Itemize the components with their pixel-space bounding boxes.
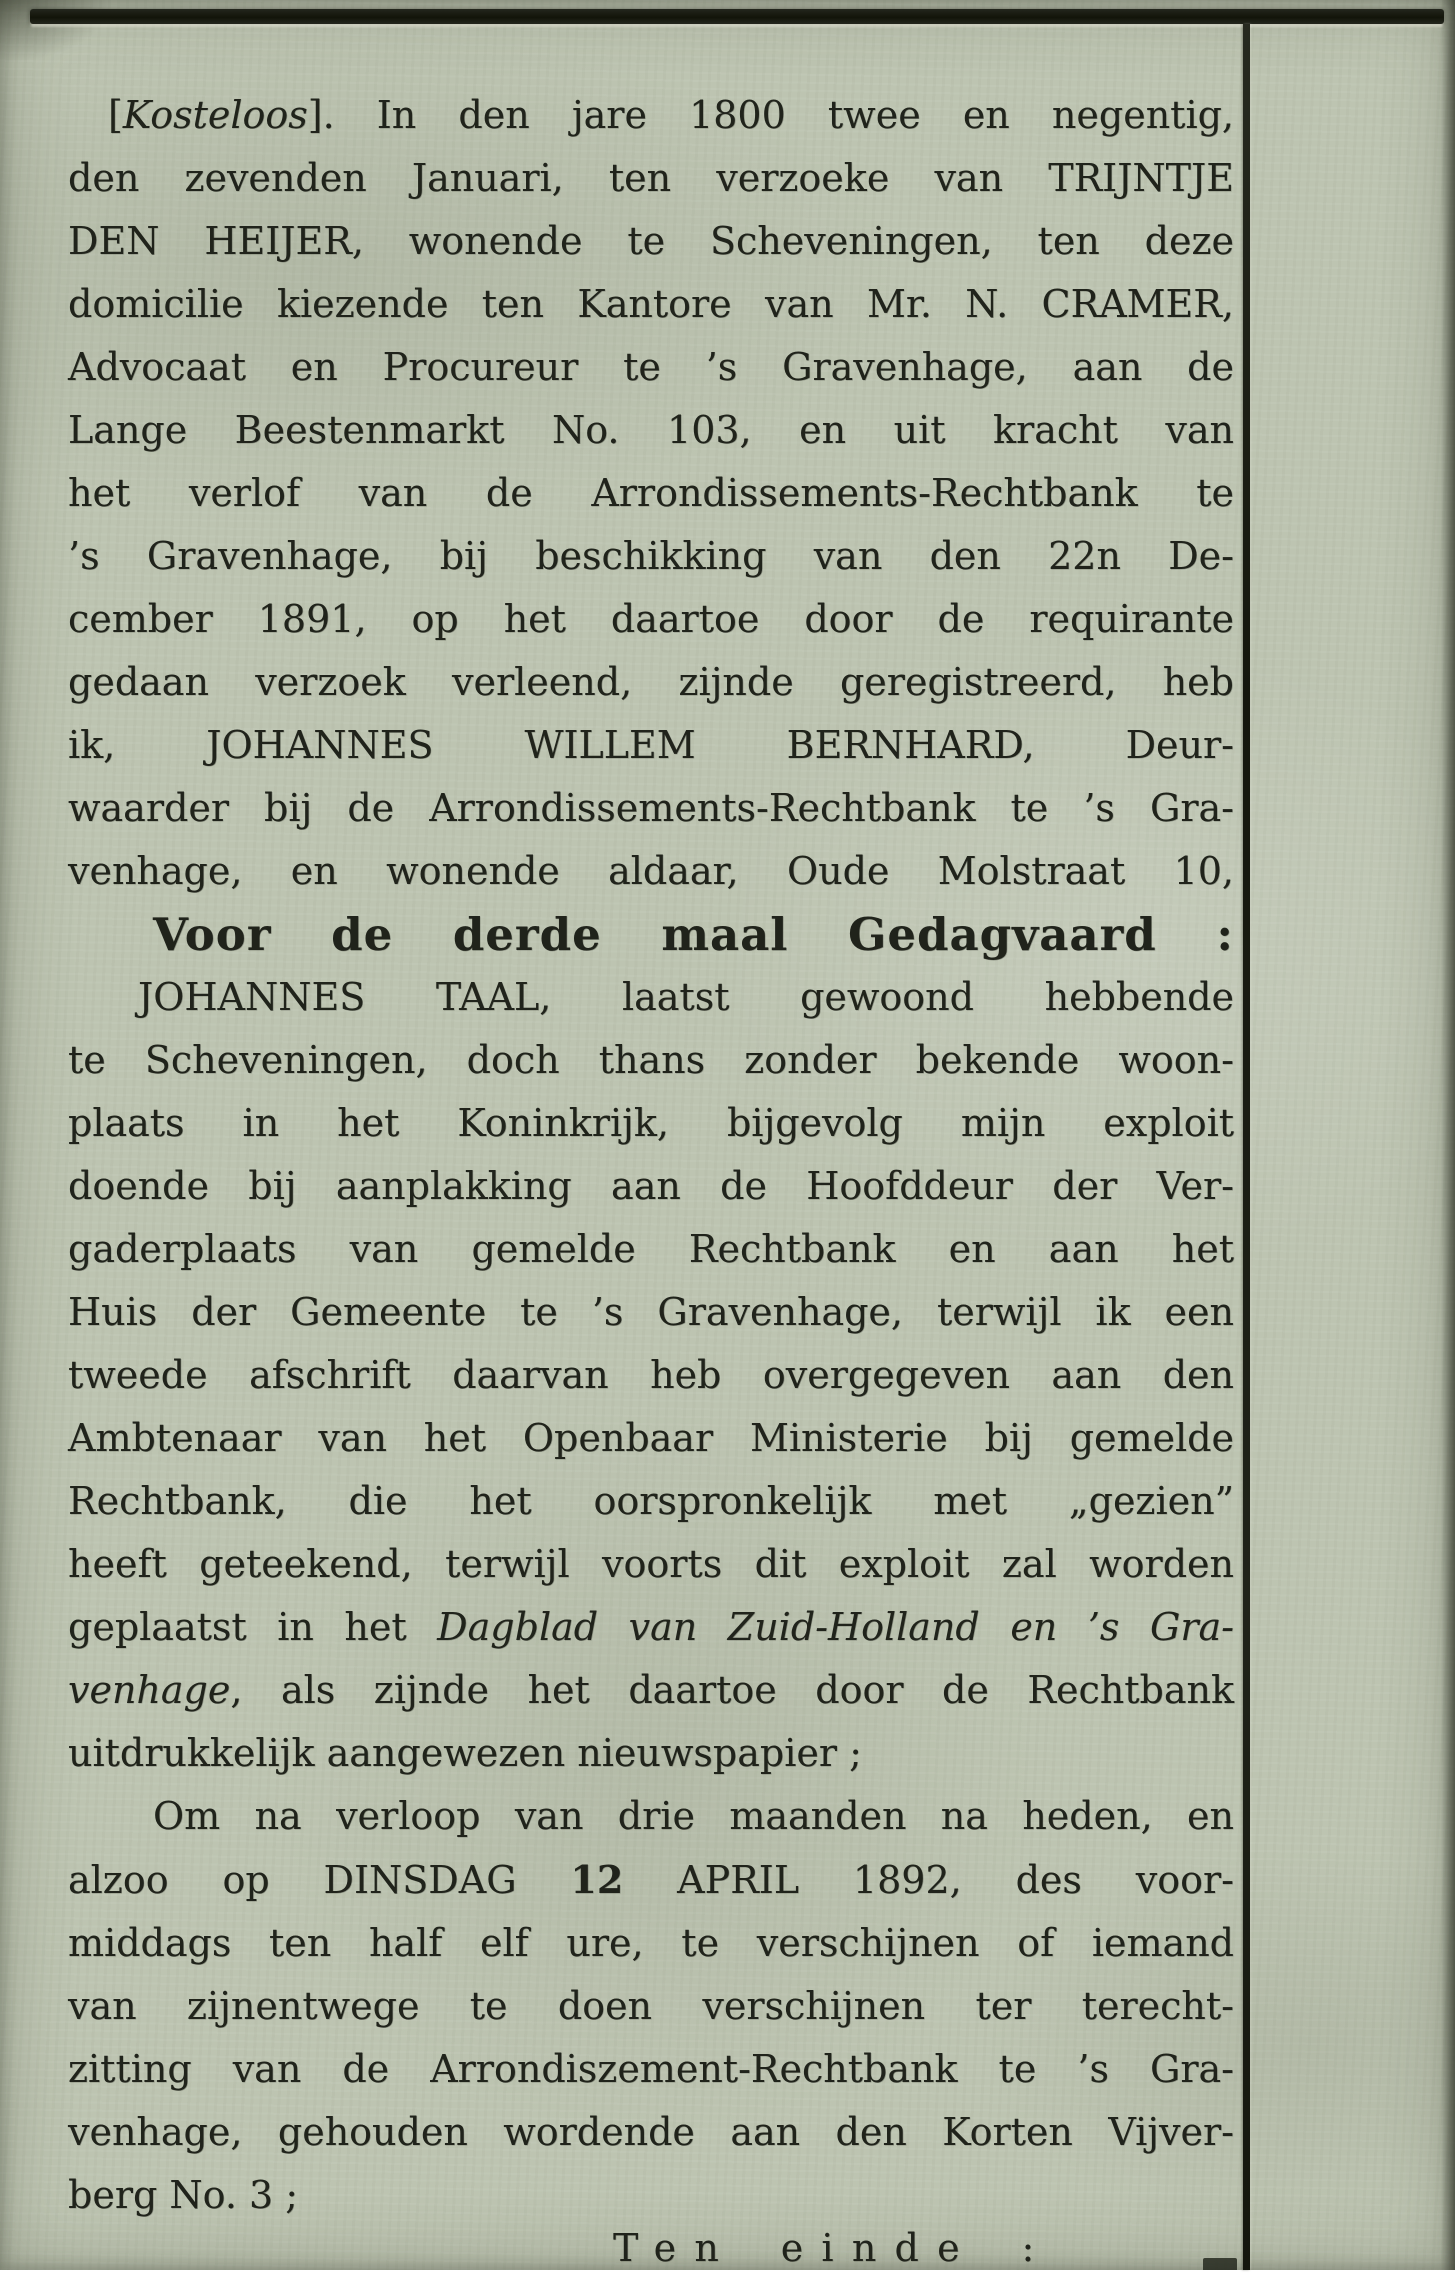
text-run: uitdrukkelijk aangewezen nieuwspapier ; (68, 1731, 862, 1775)
text-run: 12 (570, 1857, 624, 1902)
text-run: waarder bij de Arrondissements-Rechtbank te ’s Gra- (68, 786, 1234, 830)
text-line (68, 1533, 1234, 1596)
text-line (68, 1596, 1234, 1659)
text-line (613, 2217, 1234, 2280)
top-horizontal-rule (30, 9, 1444, 24)
text-run: domicilie kiezende ten Kantore van Mr. N. CRAMER, (68, 282, 1234, 326)
scan-right-edge-shadow (1441, 0, 1455, 2270)
text-line (153, 1785, 1234, 1848)
text-run: venhage, en wonende aldaar, Oude Molstraat 10, (68, 849, 1234, 893)
text-line (68, 399, 1234, 462)
text-run: gedaan verzoek verleend, zijnde geregistreerd, heb (68, 660, 1234, 704)
text-run: ]. In den jare 1800 twee en negentig, (307, 93, 1234, 137)
text-run: Ambtenaar van het Openbaar Ministerie bij gemelde (68, 1416, 1234, 1460)
text-run: APRIL 1892, des voor- (623, 1858, 1234, 1902)
text-run: het verlof van de Arrondissements-Rechtbank te (68, 471, 1234, 515)
text-line (68, 1975, 1234, 2038)
text-line (68, 840, 1234, 903)
text-run: Voor de derde maal Gedagvaard : (153, 908, 1234, 961)
text-run: te Scheveningen, doch thans zonder bekende woon- (68, 1038, 1234, 1082)
text-line (68, 210, 1234, 273)
text-run: doende bij aanplakking aan de Hoofddeur der Ver- (68, 1164, 1234, 1208)
text-run: Dagblad van Zuid-Holland en ’s Gra- (437, 1605, 1234, 1649)
text-line (68, 651, 1234, 714)
text-line (68, 525, 1234, 588)
text-line (68, 1029, 1234, 1092)
text-run: van zijnentwege te doen verschijnen ter terecht- (68, 1984, 1234, 2028)
text-run: Advocaat en Procureur te ’s Gravenhage, aan de (68, 345, 1234, 389)
text-run: [ (108, 93, 123, 137)
text-run: DEN HEIJER, wonende te Scheveningen, ten deze (68, 219, 1234, 263)
text-run: ik, JOHANNES WILLEM BERNHARD, Deur- (68, 723, 1234, 767)
text-column (68, 84, 1234, 2280)
text-run: geplaatst in het (68, 1605, 438, 1649)
text-line (68, 1092, 1234, 1155)
text-run: venhage, gehouden wordende aan den Korten Vijver- (68, 2110, 1234, 2154)
text-run: plaats in het Koninkrijk, bijgevolg mijn exploit (68, 1101, 1234, 1145)
text-line (68, 1281, 1234, 1344)
text-line (68, 1848, 1234, 1912)
text-run: heeft geteekend, terwijl voorts dit exploit zal worden (68, 1542, 1234, 1586)
text-run: berg No. 3 ; (68, 2173, 299, 2217)
text-line (138, 966, 1234, 1029)
text-run: JOHANNES TAAL, laatst gewoond hebbende (138, 975, 1234, 1019)
section-heading (153, 903, 1234, 966)
text-run: venhage (68, 1668, 231, 1712)
text-line (68, 462, 1234, 525)
text-line (68, 777, 1234, 840)
text-line (68, 336, 1234, 399)
text-run: gaderplaats van gemelde Rechtbank en aan het (68, 1227, 1234, 1271)
text-line (68, 273, 1234, 336)
text-line (68, 1470, 1234, 1533)
text-line (68, 1722, 1234, 1785)
text-line (108, 84, 1234, 147)
text-run: tweede afschrift daarvan heb overgegeven aan den (68, 1353, 1234, 1397)
text-line (68, 1659, 1234, 1722)
text-line (68, 147, 1234, 210)
text-line (68, 1155, 1234, 1218)
text-run: alzoo op DINSDAG (68, 1858, 571, 1902)
text-line (68, 588, 1234, 651)
text-run: cember 1891, op het daartoe door de requirante (68, 597, 1234, 641)
text-run: Ten einde : (613, 2226, 1053, 2270)
text-run: , als zijnde het daartoe door de Rechtbank (230, 1668, 1234, 1712)
text-run: ’s Gravenhage, bij beschikking van den 22n De- (68, 534, 1234, 578)
text-run: Om na verloop van drie maanden na heden, en (153, 1794, 1234, 1838)
text-line (68, 2038, 1234, 2101)
text-run: Kosteloos (122, 93, 308, 137)
text-line (68, 1912, 1234, 1975)
text-line (68, 1218, 1234, 1281)
text-run: Rechtbank, die het oorspronkelijk met „gezien” (68, 1479, 1234, 1523)
text-run: den zevenden Januari, ten verzoeke van TRIJNTJE (68, 156, 1234, 200)
text-line (68, 714, 1234, 777)
text-run: zitting van de Arrondiszement-Rechtbank te ’s Gra- (68, 2047, 1234, 2091)
column-divider-rule (1243, 24, 1250, 2270)
text-run: Huis der Gemeente te ’s Gravenhage, terwijl ik een (68, 1290, 1234, 1334)
text-line (68, 1344, 1234, 1407)
text-line (68, 2101, 1234, 2164)
text-run: middags ten half elf ure, te verschijnen of iemand (68, 1921, 1234, 1965)
text-run: Lange Beestenmarkt No. 103, en uit kracht van (68, 408, 1234, 452)
text-line (68, 1407, 1234, 1470)
